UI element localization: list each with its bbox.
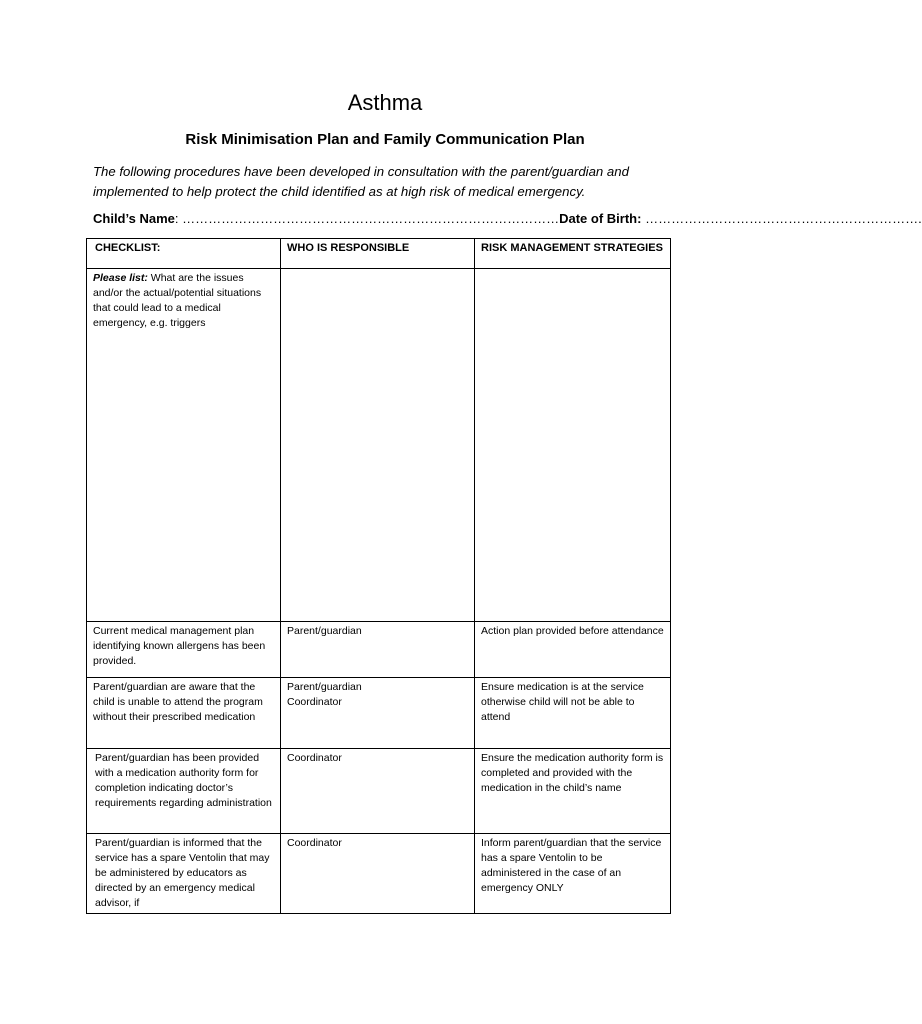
strategy-cell: Ensure medication is at the service otherwise child will not be able to attend bbox=[475, 678, 671, 749]
please-list-label: Please list: bbox=[93, 272, 148, 284]
strategy-cell: Action plan provided before attendance bbox=[475, 622, 671, 678]
checklist-cell: Current medical management plan identifying known allergens has been provided. bbox=[87, 622, 281, 678]
responsible-line: Parent/guardian bbox=[287, 681, 362, 693]
checklist-cell: Parent/guardian are aware that the child is unable to attend the program without their prescribed medication bbox=[87, 678, 281, 749]
responsible-cell: Parent/guardian bbox=[281, 622, 475, 678]
dob-label: Date of Birth: bbox=[559, 211, 646, 226]
responsible-line: Coordinator bbox=[287, 696, 342, 708]
strategy-cell: Ensure the medication authority form is completed and provided with the medication in the child’s name bbox=[475, 749, 671, 834]
please-list-cell bbox=[87, 269, 281, 622]
header-responsible: WHO IS RESPONSIBLE bbox=[281, 239, 475, 269]
child-name-field[interactable]: …………………………………………………………………………… bbox=[182, 211, 560, 226]
child-name-label: Child’s Name bbox=[93, 211, 175, 226]
responsible-cell: Coordinator bbox=[281, 749, 475, 834]
strategy-cell: Inform parent/guardian that the service has a spare Ventolin to be administered in the case of an emergency ONLY bbox=[475, 834, 671, 914]
checklist-cell: Parent/guardian has been provided with a medication authority form for completion indicating doctor’s requirements regarding administration bbox=[87, 749, 281, 834]
header-strategies: RISK MANAGEMENT STRATEGIES bbox=[475, 239, 671, 269]
child-details-line bbox=[93, 211, 922, 226]
risk-plan-table bbox=[86, 238, 671, 914]
child-name-colon: : bbox=[174, 211, 183, 226]
responsible-cell bbox=[281, 678, 475, 749]
header-checklist: CHECKLIST: bbox=[87, 239, 281, 269]
strategy-cell[interactable] bbox=[475, 269, 671, 622]
responsible-cell: Coordinator bbox=[281, 834, 475, 914]
checklist-cell: Parent/guardian is informed that the service has a spare Ventolin that may be administered by educators as directed by an emergency medical advisor, if bbox=[87, 834, 281, 914]
table-row bbox=[87, 269, 671, 622]
table-row bbox=[87, 749, 671, 834]
page-subtitle: Risk Minimisation Plan and Family Communication Plan bbox=[185, 131, 585, 148]
table-row bbox=[87, 678, 671, 749]
please-list-text: What are the issues and/or the actual/potential situations that could lead to a medical emergency, e.g. triggers bbox=[93, 272, 262, 329]
table-row bbox=[87, 834, 671, 914]
intro-paragraph: The following procedures have been developed in consultation with the parent/guardian and implemented to help protect the child identified as at high risk of medical emergency. bbox=[93, 164, 629, 199]
table-header-row bbox=[87, 239, 671, 269]
table-row bbox=[87, 622, 671, 678]
responsible-cell[interactable] bbox=[281, 269, 475, 622]
dob-field[interactable]: ………………………………………………………. bbox=[645, 211, 922, 226]
page-title: Asthma bbox=[347, 90, 423, 115]
